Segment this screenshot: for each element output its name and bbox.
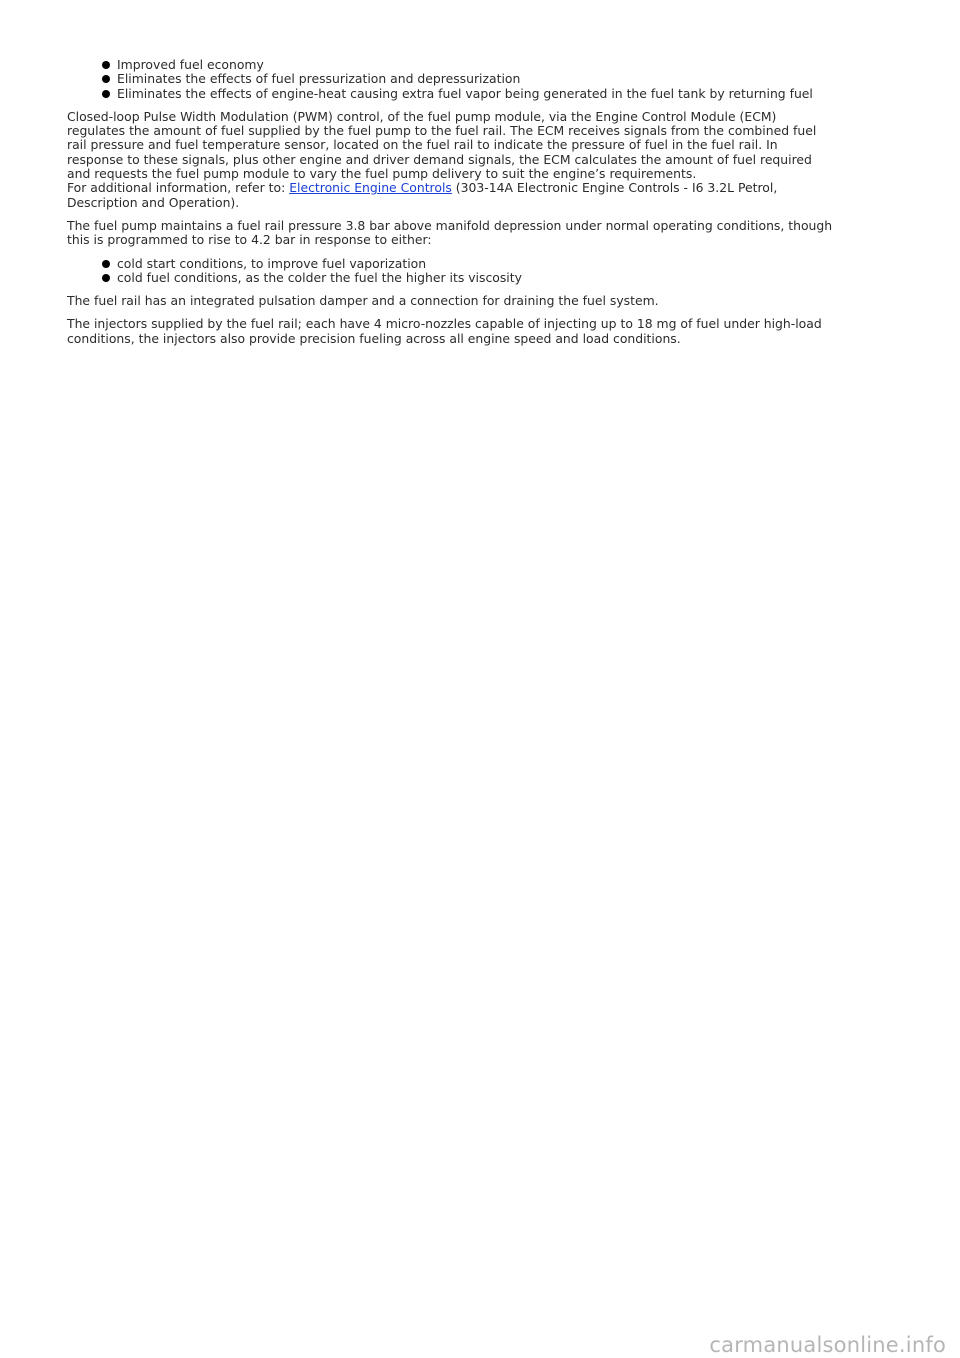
injectors-paragraph: The injectors supplied by the fuel rail; each have 4 micro-nozzles capable of injecting up to 18 mg of fuel under high-load conditions, the injectors also provide precision fueling across all engine speed and load conditions. xyxy=(67,316,822,346)
fuel-rail-paragraph: The fuel rail has an integrated pulsation damper and a connection for draining the fuel system. xyxy=(67,293,659,309)
benefits-list xyxy=(67,58,897,101)
list-item: Improved fuel economy xyxy=(67,58,897,72)
reference-suffix: (303-14A Electronic Engine Controls - I6 3.2L Petrol, xyxy=(451,180,778,196)
bullet-icon xyxy=(102,274,110,282)
pwm-control-paragraph: Closed-loop Pulse Width Modulation (PWM) control, of the fuel pump module, via the Engine Control Module (ECM) regulates the amount of fuel supplied by the fuel pump to the fuel rail. The ECM receives signals from the combined fuel rail pressure and fuel temperature sensor, located on the fuel rail to indicate the pressure of fuel in the fuel rail. In response to these signals, plus other engine and driver demand signals, the ECM calculates the amount of fuel required and requests the fuel pump module to vary the fuel pump delivery to suit the engine’s requirements. For additional information, refer to: Electronic Engine Controls (303-14A Electronic Engine Controls - I6 3.2L Petrol, Description and Operation). xyxy=(67,108,817,210)
conditions-list xyxy=(67,257,897,286)
bullet-icon xyxy=(102,260,110,268)
list-item: cold start conditions, to improve fuel vaporization xyxy=(67,257,897,271)
bullet-icon xyxy=(102,90,110,98)
reference-line-2: Description and Operation). xyxy=(67,194,240,210)
electronic-engine-controls-link[interactable]: Electronic Engine Controls xyxy=(289,180,452,196)
bullet-icon xyxy=(102,75,110,83)
reference-prefix: For additional information, refer to: xyxy=(67,180,290,196)
bullet-icon xyxy=(102,61,110,69)
pressure-paragraph: The fuel pump maintains a fuel rail pressure 3.8 bar above manifold depression under normal operating conditions, though this is programmed to rise to 4.2 bar in response to either: xyxy=(67,217,833,248)
list-item: Eliminates the effects of fuel pressurization and depressurization xyxy=(67,72,897,86)
list-item: cold fuel conditions, as the colder the fuel the higher its viscosity xyxy=(67,271,897,285)
watermark-text: carmanualsonline.info xyxy=(709,1332,946,1357)
document-body xyxy=(67,58,897,346)
list-item: Eliminates the effects of engine-heat causing extra fuel vapor being generated in the fuel tank by returning fuel xyxy=(67,87,897,101)
